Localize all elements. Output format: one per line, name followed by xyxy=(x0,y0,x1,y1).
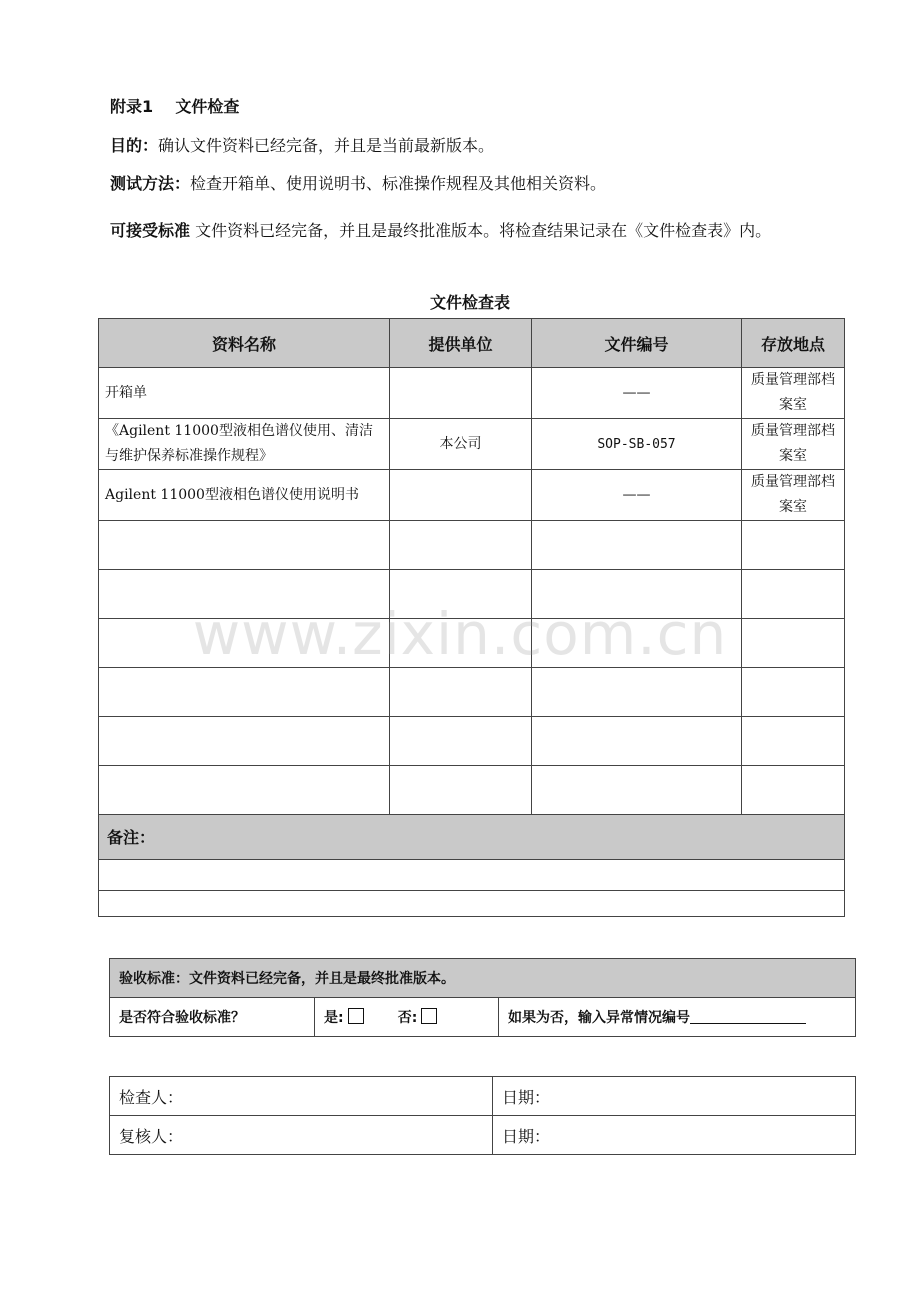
cell-document-number: —— xyxy=(532,470,742,521)
empty-table-row xyxy=(99,717,845,766)
exception-number-field[interactable] xyxy=(690,1009,806,1024)
empty-cell[interactable] xyxy=(742,717,845,766)
signoff-table xyxy=(109,1076,856,1155)
empty-table-row xyxy=(99,668,845,717)
empty-cell[interactable] xyxy=(390,521,532,570)
cell-document-name: Agilent 11000型液相色谱仪使用说明书 xyxy=(99,470,390,521)
yes-no-cell xyxy=(315,998,499,1037)
reviewer-row xyxy=(110,1116,856,1155)
empty-cell[interactable] xyxy=(390,766,532,815)
table-row xyxy=(99,470,845,521)
empty-table-row xyxy=(99,570,845,619)
empty-cell[interactable] xyxy=(532,570,742,619)
empty-cell[interactable] xyxy=(390,717,532,766)
date-label: 日期： xyxy=(502,1087,551,1107)
empty-cell[interactable] xyxy=(532,717,742,766)
acceptance-standard: 验收标准：文件资料已经完备，并且是最终批准版本。 xyxy=(110,959,856,998)
empty-cell[interactable] xyxy=(742,570,845,619)
cell-provider: 本公司 xyxy=(390,419,532,470)
empty-cell[interactable] xyxy=(99,619,390,668)
cell-storage-location: 质量管理部档案室 xyxy=(742,368,845,419)
inspector-label: 检查人： xyxy=(119,1087,184,1107)
table-header-row xyxy=(99,319,845,368)
cell-document-number: —— xyxy=(532,368,742,419)
empty-cell[interactable] xyxy=(532,619,742,668)
empty-cell[interactable] xyxy=(742,619,845,668)
notes-row xyxy=(99,860,845,891)
header-document-number: 文件编号 xyxy=(532,319,742,368)
header-document-name: 资料名称 xyxy=(99,319,390,368)
appendix-heading xyxy=(110,97,239,117)
watermark: www.zixin.com.cn xyxy=(192,600,728,668)
notes-header-row xyxy=(99,815,845,860)
empty-cell[interactable] xyxy=(390,668,532,717)
table-row xyxy=(99,368,845,419)
criteria-text: 文件资料已经完备，并且是最终批准版本。将检查结果记录在《文件检查表》内。 xyxy=(190,221,772,240)
empty-cell[interactable] xyxy=(390,619,532,668)
notes-field[interactable] xyxy=(99,860,845,891)
table-row xyxy=(99,419,845,470)
cell-storage-location: 质量管理部档案室 xyxy=(742,470,845,521)
purpose-paragraph xyxy=(110,136,494,156)
empty-cell[interactable] xyxy=(390,570,532,619)
empty-cell[interactable] xyxy=(532,521,742,570)
acceptance-table xyxy=(109,958,856,1037)
empty-cell[interactable] xyxy=(532,668,742,717)
method-text: 检查开箱单、使用说明书、标准操作规程及其他相关资料。 xyxy=(190,174,607,193)
purpose-text: 确认文件资料已经完备，并且是当前最新版本。 xyxy=(158,136,495,155)
date-label: 日期： xyxy=(502,1126,551,1146)
criteria-label: 可接受标准 xyxy=(110,221,191,240)
empty-cell[interactable] xyxy=(99,766,390,815)
yes-label: 是: xyxy=(324,1010,344,1026)
empty-cell[interactable] xyxy=(99,521,390,570)
reviewer-label: 复核人： xyxy=(119,1126,184,1146)
empty-table-row xyxy=(99,521,845,570)
empty-table-row xyxy=(99,766,845,815)
reviewer-date-field[interactable] xyxy=(493,1116,856,1155)
empty-cell[interactable] xyxy=(532,766,742,815)
appendix-number: 附录1 xyxy=(110,97,154,116)
exception-cell xyxy=(499,998,856,1037)
table-title: 文件检查表 xyxy=(429,293,510,312)
method-label: 测试方法： xyxy=(110,174,191,193)
purpose-label: 目的： xyxy=(110,136,159,155)
appendix-title: 文件检查 xyxy=(175,97,240,116)
criteria-paragraph xyxy=(110,212,845,250)
header-storage-location: 存放地点 xyxy=(742,319,845,368)
inspector-row xyxy=(110,1077,856,1116)
acceptance-answer-row xyxy=(110,998,856,1037)
acceptance-question: 是否符合验收标准？ xyxy=(110,998,315,1037)
method-paragraph xyxy=(110,174,606,194)
cell-document-number: SOP-SB-057 xyxy=(532,419,742,470)
empty-cell[interactable] xyxy=(742,766,845,815)
inspector-field[interactable] xyxy=(110,1077,493,1116)
notes-field[interactable] xyxy=(99,891,845,917)
exception-label: 如果为否，输入异常情况编号 xyxy=(508,1010,690,1026)
notes-row xyxy=(99,891,845,917)
cell-document-name: 开箱单 xyxy=(99,368,390,419)
cell-provider xyxy=(390,368,532,419)
cell-storage-location: 质量管理部档案室 xyxy=(742,419,845,470)
cell-provider xyxy=(390,470,532,521)
empty-cell[interactable] xyxy=(742,521,845,570)
acceptance-header-row xyxy=(110,959,856,998)
empty-table-row xyxy=(99,619,845,668)
empty-cell[interactable] xyxy=(742,668,845,717)
yes-checkbox[interactable] xyxy=(348,1008,364,1024)
cell-document-name: 《Agilent 11000型液相色谱仪使用、清洁与维护保养标准操作规程》 xyxy=(99,419,390,470)
empty-cell[interactable] xyxy=(99,570,390,619)
header-provider: 提供单位 xyxy=(390,319,532,368)
reviewer-field[interactable] xyxy=(110,1116,493,1155)
empty-cell[interactable] xyxy=(99,717,390,766)
notes-label: 备注： xyxy=(99,815,845,860)
no-label: 否: xyxy=(397,1010,418,1026)
empty-cell[interactable] xyxy=(99,668,390,717)
document-check-table xyxy=(98,318,845,917)
inspector-date-field[interactable] xyxy=(493,1077,856,1116)
no-checkbox[interactable] xyxy=(421,1008,437,1024)
